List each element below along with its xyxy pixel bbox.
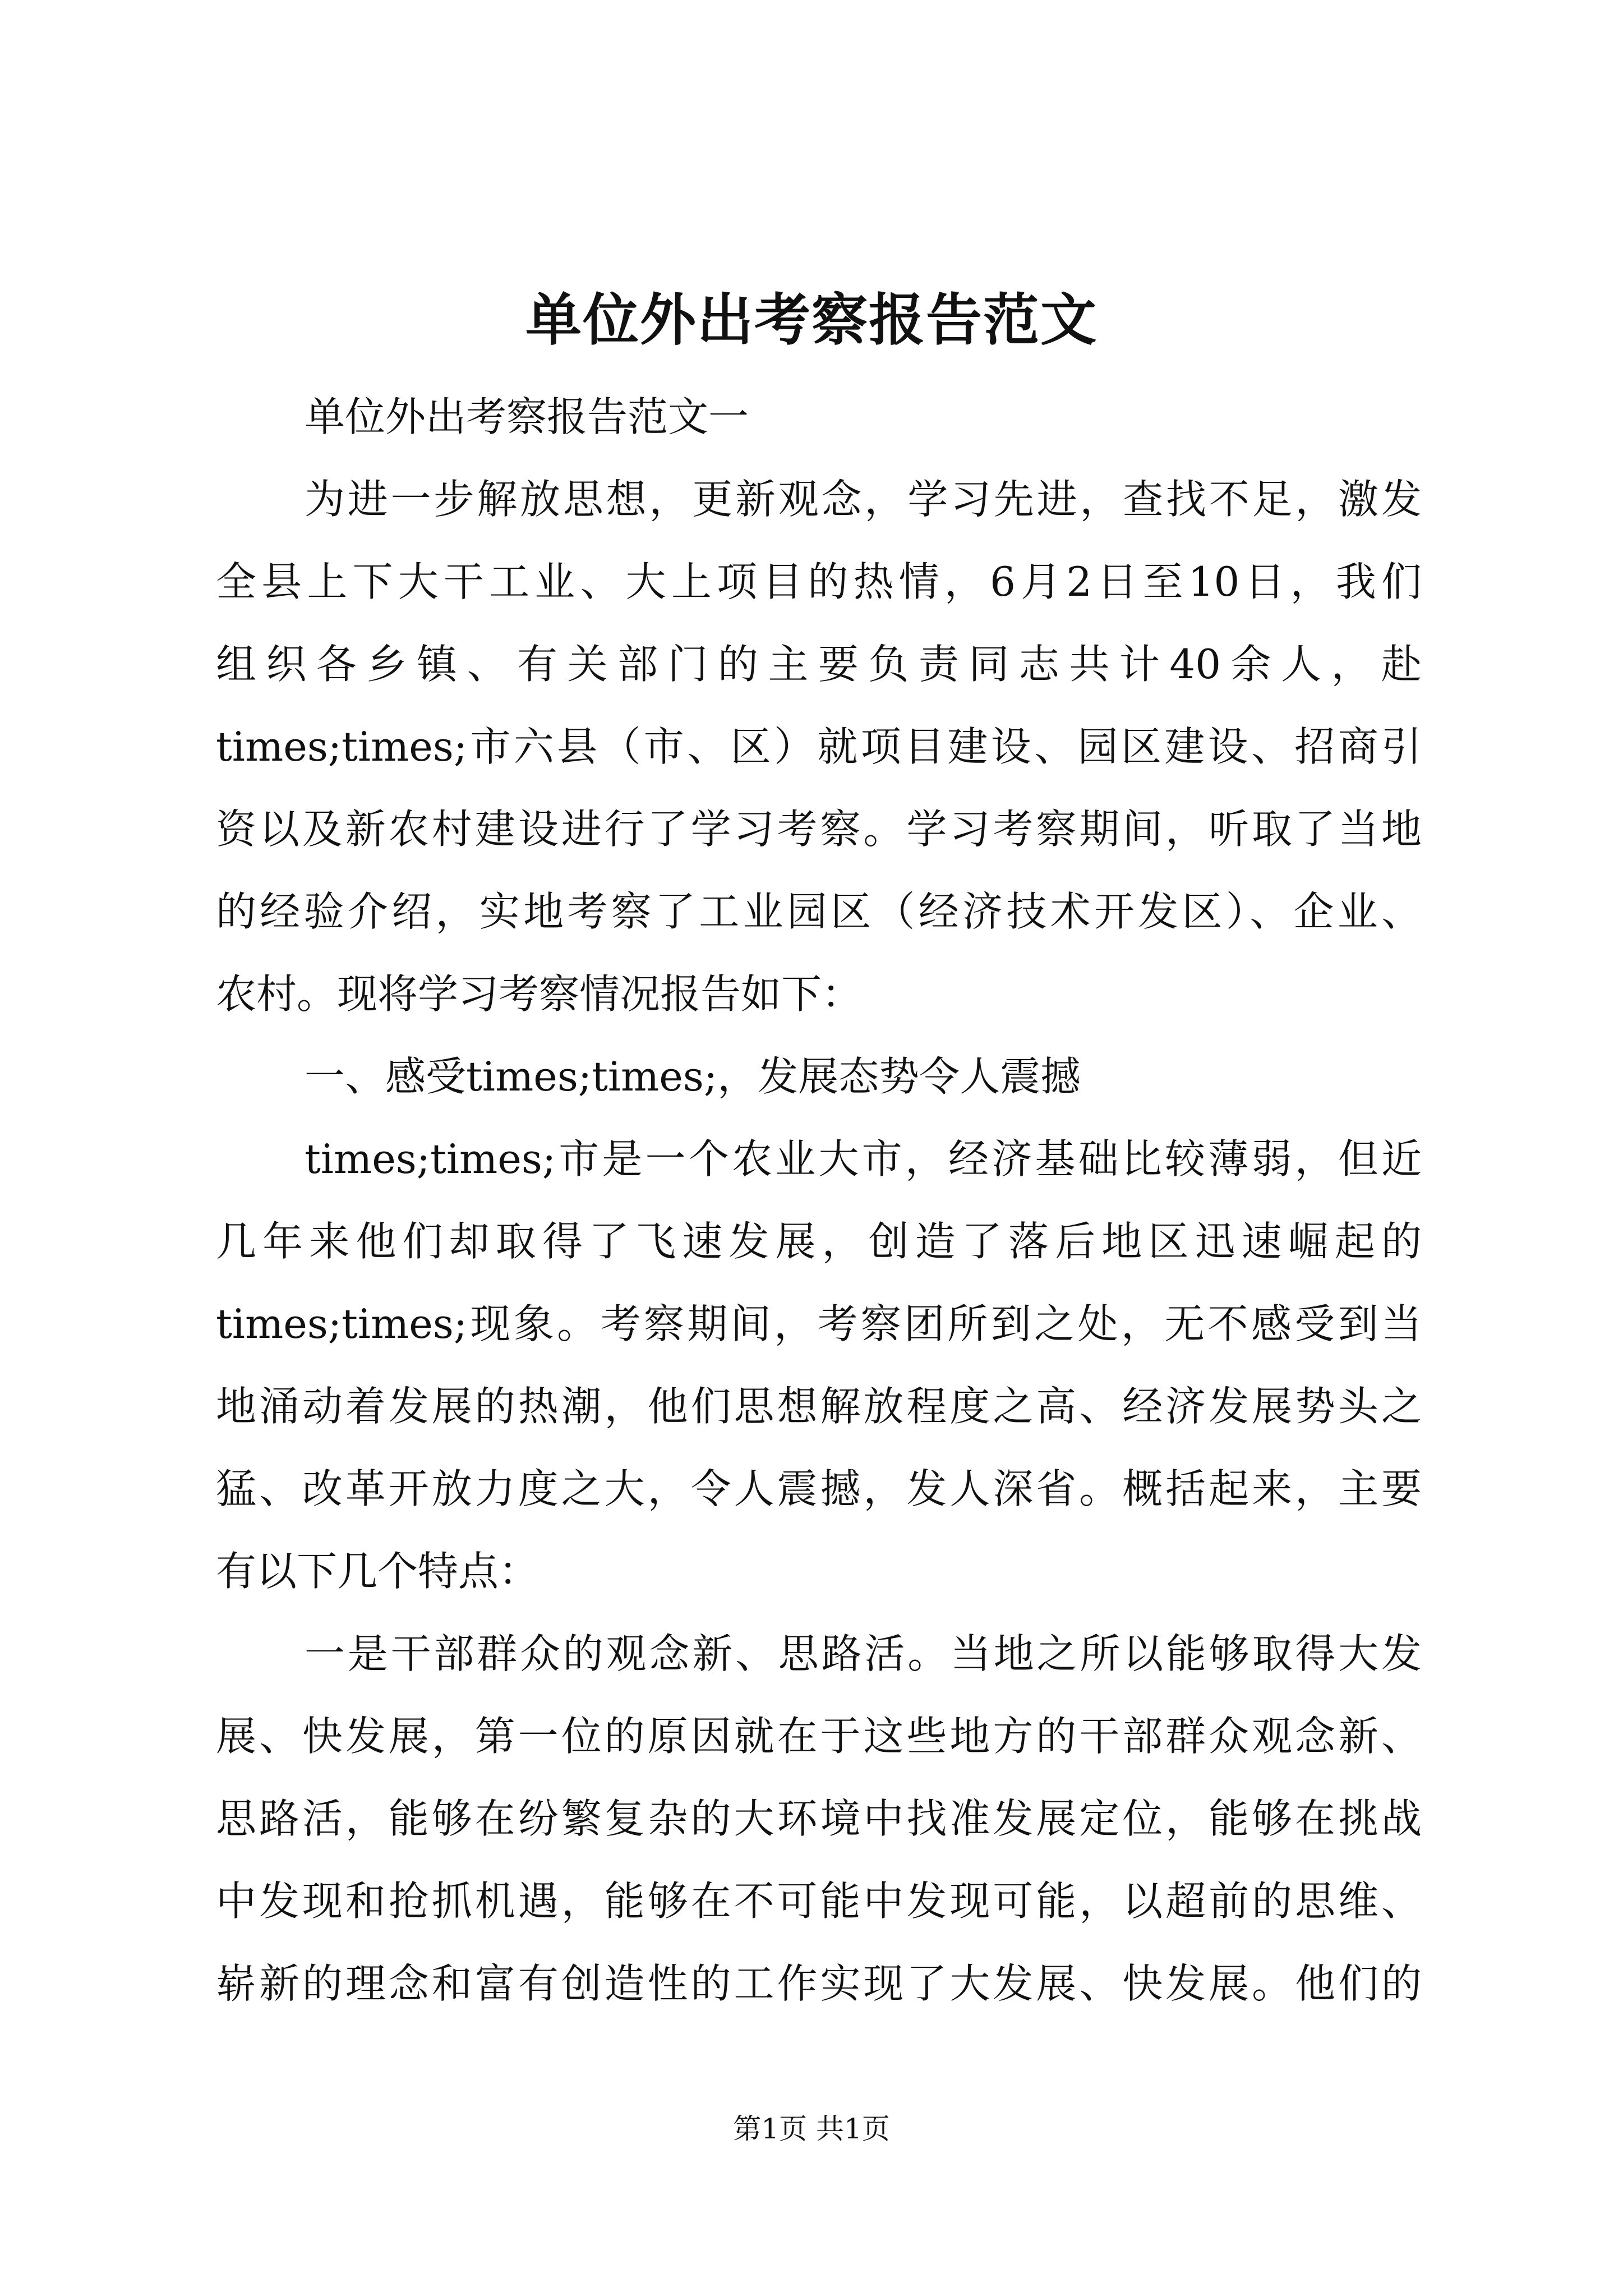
page-footer: 第1页 共1页	[733, 2113, 890, 2145]
paragraph-line: 猛、改革开放力度之大，令人震撼，发人深省。概括起来，主要	[216, 1465, 1422, 1512]
document-body	[216, 376, 1422, 2025]
paragraph-line: 展、快发展，第一位的原因就在于这些地方的干部群众观念新、	[216, 1713, 1422, 1760]
paragraph-line: 一是干部群众的观念新、思路活。当地之所以能够取得大发	[305, 1630, 1422, 1677]
paragraph-line: times;times;市六县（市、区）就项目建设、园区建设、招商引	[216, 723, 1422, 770]
subtitle-line: 单位外出考察报告范文一	[305, 393, 749, 440]
paragraph-line: 全县上下大干工业、大上项目的热情，6月2日至10日，我们	[216, 558, 1422, 605]
paragraph-line: 思路活，能够在纷繁复杂的大环境中找准发展定位，能够在挑战	[216, 1795, 1422, 1842]
paragraph-line: 农村。现将学习考察情况报告如下：	[216, 970, 863, 1018]
paragraph-line: 的经验介绍，实地考察了工业园区（经济技术开发区）、企业、	[216, 888, 1422, 935]
paragraph-line: 中发现和抢抓机遇，能够在不可能中发现可能，以超前的思维、	[216, 1878, 1422, 1925]
section-heading: 一、感受times;times;，发展态势令人震撼	[305, 1053, 1081, 1100]
paragraph-line: 为进一步解放思想，更新观念，学习先进，查找不足，激发	[305, 476, 1422, 523]
paragraph-line: 有以下几个特点：	[216, 1548, 540, 1595]
paragraph-line: times;times;现象。考察期间，考察团所到之处，无不感受到当	[216, 1300, 1422, 1347]
document-title: 单位外出考察报告范文	[525, 287, 1098, 353]
paragraph-line: 几年来他们却取得了飞速发展，创造了落后地区迅速崛起的	[216, 1218, 1422, 1265]
paragraph-line: 组织各乡镇、有关部门的主要负责同志共计40余人，赴	[216, 641, 1422, 688]
paragraph-line: times;times;市是一个农业大市，经济基础比较薄弱，但近	[305, 1135, 1422, 1182]
paragraph-line: 地涌动着发展的热潮，他们思想解放程度之高、经济发展势头之	[216, 1383, 1422, 1430]
paragraph-line: 崭新的理念和富有创造性的工作实现了大发展、快发展。他们的	[216, 1960, 1422, 2007]
paragraph-line: 资以及新农村建设进行了学习考察。学习考察期间，听取了当地	[216, 806, 1422, 853]
